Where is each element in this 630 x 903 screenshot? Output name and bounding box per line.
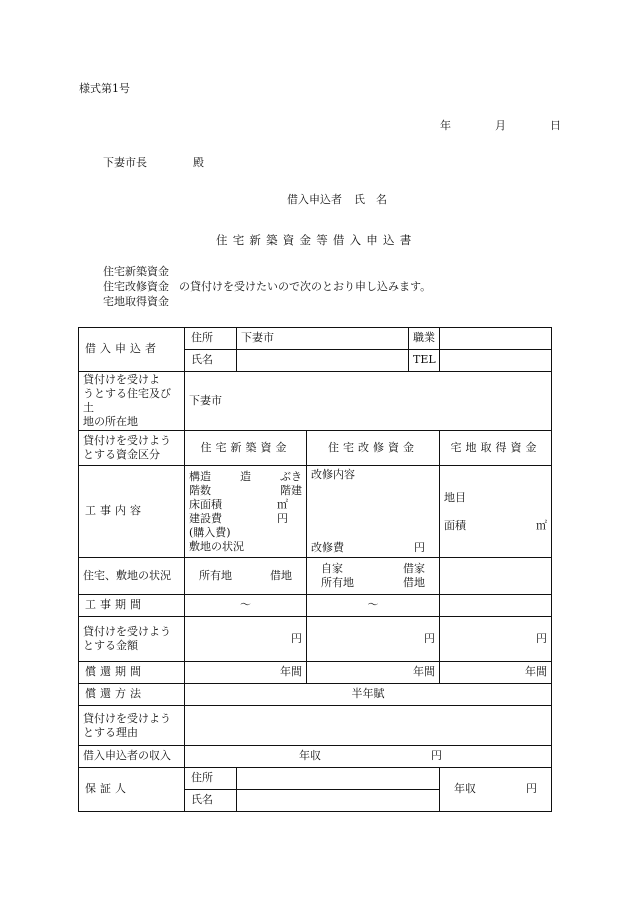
repay-period-repair: 年間 [307, 662, 440, 684]
date-day-label: 日 [550, 119, 561, 132]
amount-label: 貸付けを受けよう とする金額 [79, 617, 185, 662]
amount-new: 円 [185, 617, 307, 662]
form-number: 様式第1号 [79, 82, 130, 95]
period-land[interactable] [440, 595, 552, 617]
income-value: 年収 円 [185, 746, 552, 768]
works-new: 構造 造 ぶき 階数 階建 床面積 ㎡ 建設費 円 (購入費) 敷地の状況 [185, 466, 307, 558]
guarantor-address-value[interactable] [237, 768, 440, 790]
tel-label: TEL [409, 350, 440, 372]
intro-line-repair: 住宅改修資金 [103, 280, 169, 293]
amount-repair: 円 [307, 617, 440, 662]
works-label: 工事内容 [79, 466, 185, 558]
guarantor-label: 保証人 [79, 768, 185, 812]
intro-text [103, 265, 431, 310]
repay-method-value: 半年賦 [185, 684, 552, 706]
address-label: 住所 [185, 328, 237, 350]
date-month-label: 月 [495, 119, 506, 132]
guarantor-name-label: 氏名 [185, 790, 237, 812]
applicant-label: 借入申込者 [287, 193, 342, 206]
category-label: 貸付けを受けよう とする資金区分 [79, 431, 185, 466]
guarantor-income: 年収 円 [440, 768, 552, 812]
applicant-line [287, 193, 387, 207]
period-label: 工事期間 [79, 595, 185, 617]
repay-period-label: 償還期間 [79, 662, 185, 684]
guarantor-name-value[interactable] [237, 790, 440, 812]
reason-label: 貸付けを受けよう とする理由 [79, 706, 185, 746]
applicant-name-label: 氏 名 [354, 193, 387, 206]
guarantor-address-label: 住所 [185, 768, 237, 790]
addressee-honorific: 殿 [193, 156, 204, 169]
date-line [440, 119, 561, 133]
name-label: 氏名 [185, 350, 237, 372]
category-repair: 住宅改修資金 [307, 431, 440, 466]
status-house: 自家 借家 所有地 借地 [307, 558, 440, 595]
status-land: 所有地 借地 [185, 558, 307, 595]
addressee-mayor: 下妻市長 [103, 156, 147, 169]
tel-value[interactable] [440, 350, 552, 372]
address-value: 下妻市 [237, 328, 409, 350]
job-label: 職業 [409, 328, 440, 350]
intro-line-rest: の貸付けを受けたいので次のとおり申し込みます。 [179, 280, 432, 293]
location-label: 貸付けを受けよ うとする住宅及び土 地の所在地 [79, 372, 185, 431]
period-repair: 〜 [307, 595, 440, 617]
repay-period-new: 年間 [185, 662, 307, 684]
applicant-row-label: 借入申込者 [79, 328, 185, 372]
works-land: 地目 面積 ㎡ [440, 466, 552, 558]
category-land: 宅地取得資金 [440, 431, 552, 466]
reason-value[interactable] [185, 706, 552, 746]
job-value[interactable] [440, 328, 552, 350]
status-label: 住宅、敷地の状況 [79, 558, 185, 595]
status-extra[interactable] [440, 558, 552, 595]
application-table [78, 327, 552, 812]
repay-method-label: 償還方法 [79, 684, 185, 706]
intro-line-land: 宅地取得資金 [103, 295, 169, 308]
period-new: 〜 [185, 595, 307, 617]
category-new: 住宅新築資金 [185, 431, 307, 466]
income-label: 借入申込者の収入 [79, 746, 185, 768]
works-repair: 改修内容 改修費 円 [307, 466, 440, 558]
addressee [103, 156, 204, 170]
date-year-label: 年 [440, 119, 451, 132]
name-value[interactable] [237, 350, 409, 372]
document-title: 住宅新築資金等借入申込書 [216, 233, 417, 247]
location-value: 下妻市 [185, 372, 552, 431]
amount-land: 円 [440, 617, 552, 662]
intro-line-new: 住宅新築資金 [103, 265, 169, 278]
repay-period-land: 年間 [440, 662, 552, 684]
